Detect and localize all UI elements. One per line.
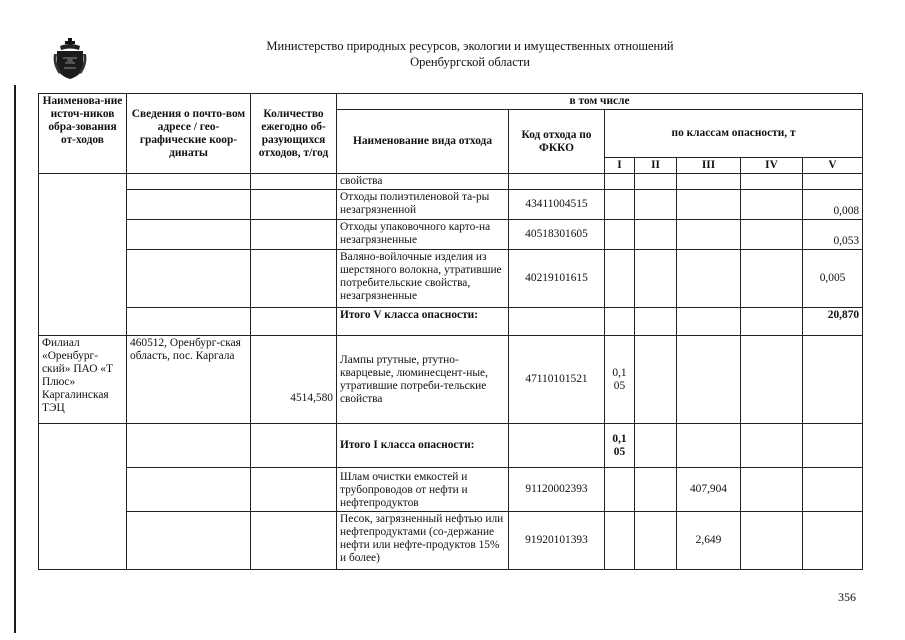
- page-number: 356: [838, 590, 856, 604]
- cell-waste-name: Шлам очистки емкостей и трубопроводов от нефти и нефтепродуктов: [337, 468, 509, 512]
- header-class-1: I: [605, 158, 635, 174]
- cell-total-class-1: 0,1 05: [605, 424, 635, 468]
- waste-table: [38, 93, 863, 570]
- header-source-name: Наименова-ние источ-ников обра-зования от-ходов: [39, 94, 127, 174]
- header-class-4: IV: [741, 158, 803, 174]
- header-class-3: III: [677, 158, 741, 174]
- ministry-header: [160, 38, 780, 70]
- cell-waste-name: Лампы ртутные, ртутно-кварцевые, люминесцент-ные, утратившие потреби-тельские свойства: [337, 336, 509, 424]
- cell-class-5-value: 0,005: [803, 250, 863, 308]
- table-row: [39, 174, 863, 190]
- header-including: в том числе: [337, 94, 863, 110]
- cell-waste-name: свойства: [337, 174, 509, 190]
- cell-source-empty: [39, 174, 127, 336]
- cell-total-class-5: 20,870: [803, 308, 863, 336]
- cell-total-label: Итого V класса опасности:: [337, 308, 509, 336]
- orenburg-coat-of-arms-icon: [52, 36, 88, 80]
- cell-address: 460512, Оренбург-ская область, пос. Каргала: [127, 336, 251, 424]
- cell-waste-name: Песок, загрязненный нефтью или нефтепродуктами (со-держание нефти или нефте-продуктов 15% и более): [337, 512, 509, 570]
- header-class-5: V: [803, 158, 863, 174]
- table-row: [39, 250, 863, 308]
- cell-source-empty: [39, 424, 127, 570]
- header-class-2: II: [635, 158, 677, 174]
- scan-edge-line: [14, 85, 16, 633]
- header-hazard-classes: по классам опасности, т: [605, 110, 863, 158]
- cell-fkko-code: 91120002393: [509, 468, 605, 512]
- table-row: [39, 220, 863, 250]
- header-annual-quantity: Количество ежегодно об-разующихся отходов, т/год: [251, 94, 337, 174]
- cell-waste-name: Отходы упаковочного карто-на незагрязненные: [337, 220, 509, 250]
- cell-fkko-code: 91920101393: [509, 512, 605, 570]
- table-row-total: [39, 308, 863, 336]
- cell-fkko-code: 43411004515: [509, 190, 605, 220]
- table-row: [39, 512, 863, 570]
- cell-waste-name: Валяно-войлочные изделия из шерстяного волокна, утратившие потребительские свойства, незагрязненные: [337, 250, 509, 308]
- cell-class-3-value: 407,904: [677, 468, 741, 512]
- cell-fkko-code: 40219101615: [509, 250, 605, 308]
- table-row: [39, 190, 863, 220]
- table-row-total: [39, 424, 863, 468]
- cell-total-label: Итого I класса опасности:: [337, 424, 509, 468]
- cell-fkko-code: 40518301605: [509, 220, 605, 250]
- ministry-name-line1: Министерство природных ресурсов, экологии и имущественных отношений: [266, 39, 674, 53]
- ministry-name-line2: Оренбургской области: [410, 55, 530, 69]
- cell-annual-quantity: 4514,580: [251, 336, 337, 424]
- header-waste-name: Наименование вида отхода: [337, 110, 509, 174]
- table-row: [39, 468, 863, 512]
- cell-fkko-code: 47110101521: [509, 336, 605, 424]
- cell-waste-name: Отходы полиэтиленовой та-ры незагрязненной: [337, 190, 509, 220]
- cell-source-name: Филиал «Оренбург-ский» ПАО «Т Плюс» Каргалинская ТЭЦ: [39, 336, 127, 424]
- cell-class-3-value: 2,649: [677, 512, 741, 570]
- cell-class-5-value: 0,053: [803, 220, 863, 250]
- table-row: [39, 336, 863, 424]
- header-fkko-code: Код отхода по ФККО: [509, 110, 605, 174]
- cell-class-5-value: 0,008: [803, 190, 863, 220]
- header-address: Сведения о почто-вом адресе / гео-графические коор-динаты: [127, 94, 251, 174]
- cell-class-1-value: 0,1 05: [605, 336, 635, 424]
